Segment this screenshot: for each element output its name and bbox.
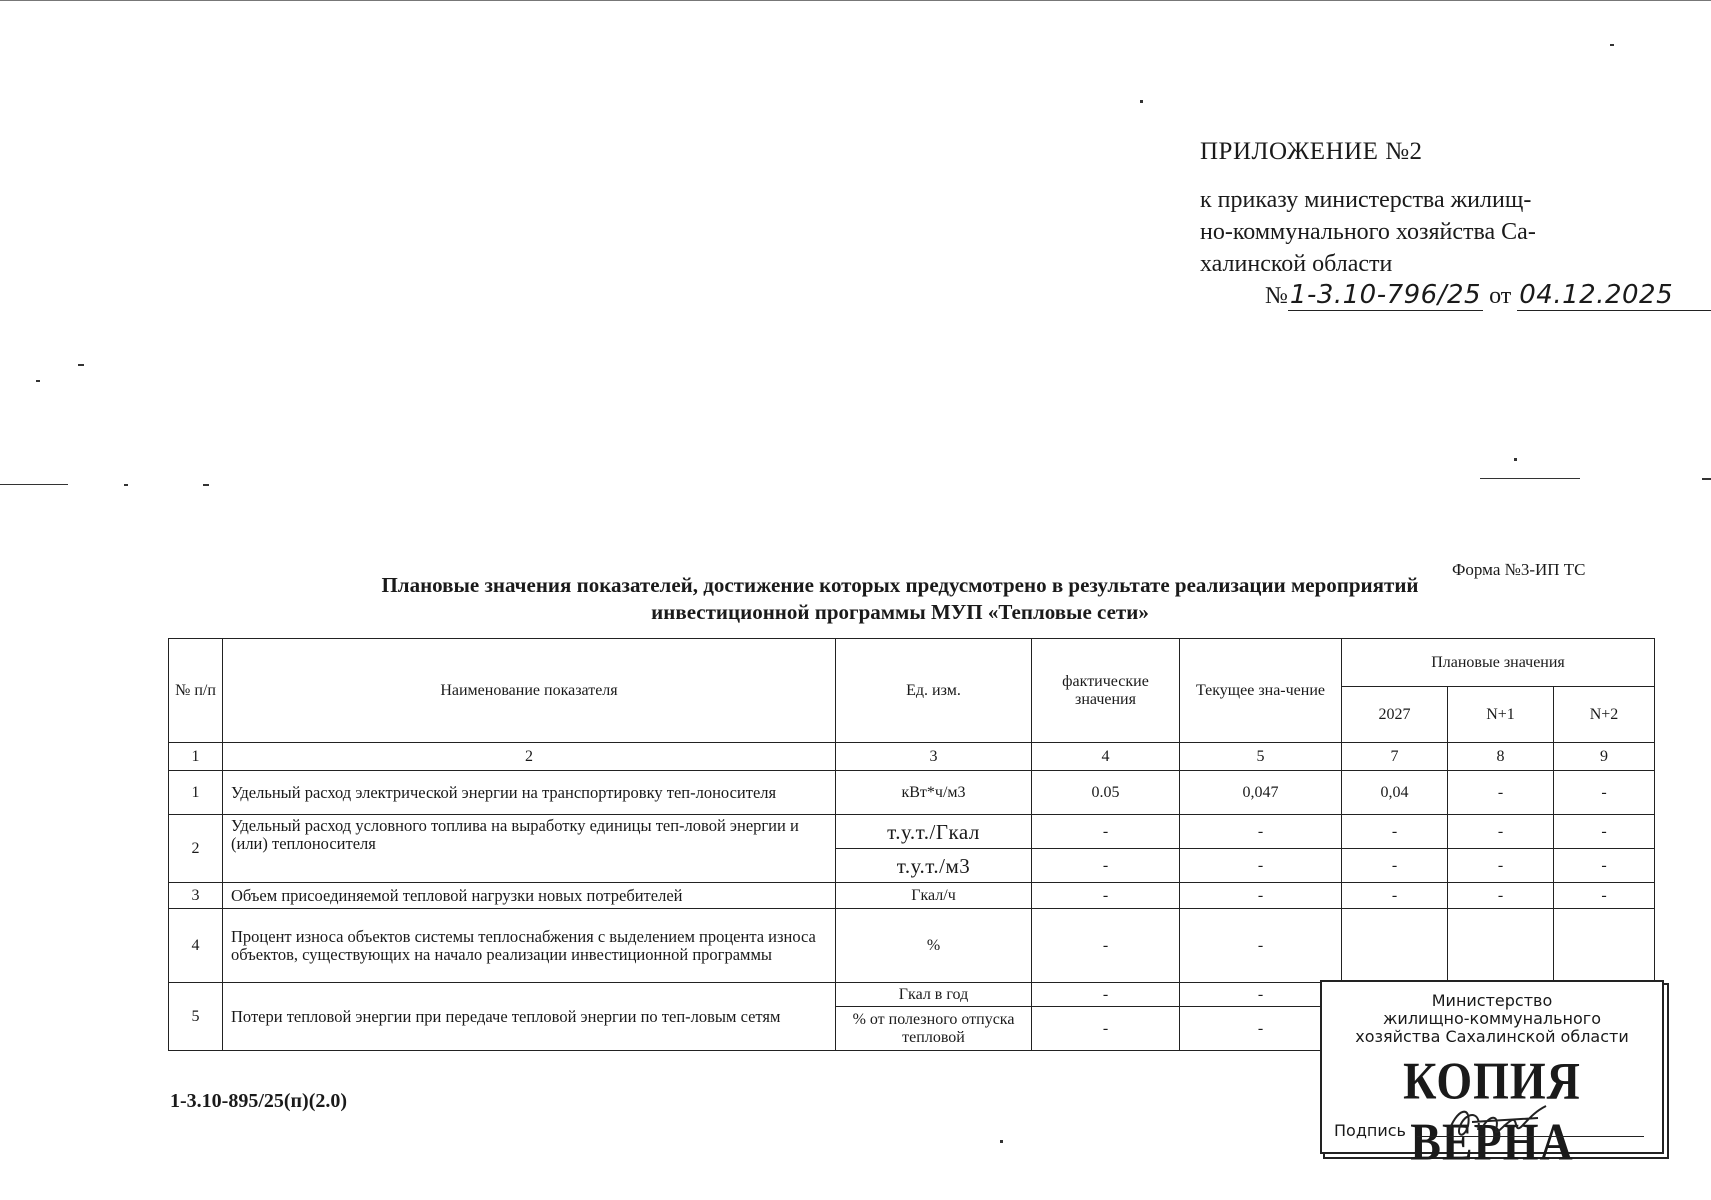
unit-cell: % от полезного отпуска тепловой	[836, 1007, 1032, 1051]
actual-value: -	[1032, 983, 1180, 1007]
appendix-line: но-коммунального хозяйства Са-	[1200, 219, 1536, 245]
header-row	[169, 639, 1655, 687]
unit-cell: Гкал в год	[836, 983, 1032, 1007]
actual-value: -	[1032, 909, 1180, 983]
plan-value: -	[1448, 883, 1554, 909]
document-code: 1-3.10-895/25(п)(2.0)	[170, 1090, 348, 1112]
plan-value: -	[1448, 771, 1554, 815]
actual-value: 0.05	[1032, 771, 1180, 815]
indicator-name: Удельный расход условного топлива на выработку единицы теп-ловой энергии и (или) теплоносителя	[223, 815, 836, 883]
actual-value: -	[1032, 1007, 1180, 1051]
appendix-line: халинской области	[1200, 251, 1393, 277]
plan-value: -	[1342, 849, 1448, 883]
scan-speck	[1140, 100, 1143, 103]
appendix-line: к приказу министерства жилищ-	[1200, 187, 1532, 213]
copy-certified-stamp	[1320, 980, 1664, 1171]
column-number: 5	[1180, 743, 1342, 771]
order-number: 1-3.10-796/25	[1289, 280, 1482, 310]
column-number: 8	[1448, 743, 1554, 771]
stamp-org	[1322, 992, 1662, 1046]
appendix-block	[1200, 138, 1640, 280]
row-number: 5	[169, 983, 223, 1051]
header-year: N+1	[1448, 687, 1554, 743]
current-value: -	[1180, 1007, 1342, 1051]
stamp-line: жилищно-коммунального	[1383, 1009, 1601, 1028]
header-current: Текущее зна-чение	[1180, 639, 1342, 743]
column-number: 4	[1032, 743, 1180, 771]
row-number: 4	[169, 909, 223, 983]
header-planned: Плановые значения	[1342, 639, 1655, 687]
current-value: -	[1180, 883, 1342, 909]
scan-speck	[78, 364, 84, 366]
header-actual: фактические значения	[1032, 639, 1180, 743]
indicator-name: Потери тепловой энергии при передаче тепловой энергии по теп-ловым сетям	[223, 983, 836, 1051]
order-date-prefix: от	[1489, 283, 1512, 309]
actual-value: -	[1032, 883, 1180, 909]
scan-speck	[124, 484, 128, 486]
unit-cell: %	[836, 909, 1032, 983]
current-value: -	[1180, 849, 1342, 883]
plan-value: -	[1342, 883, 1448, 909]
unit-cell: кВт*ч/м3	[836, 771, 1032, 815]
header-num: № п/п	[169, 639, 223, 743]
indicator-name: Удельный расход электрической энергии на транспортировку теп-лоносителя	[223, 771, 836, 815]
form-label: Форма №3-ИП ТС	[1452, 560, 1586, 579]
scan-top-edge	[0, 0, 1711, 1]
unit-cell: Гкал/ч	[836, 883, 1032, 909]
column-number: 2	[223, 743, 836, 771]
row-number: 3	[169, 883, 223, 909]
stamp-copy-true: КОПИЯ ВЕРНА	[1403, 1051, 1581, 1171]
scan-speck	[1480, 478, 1580, 479]
table-row	[169, 883, 1655, 909]
plan-value: -	[1554, 771, 1655, 815]
order-date: 04.12.2025	[1517, 280, 1711, 311]
plan-value: -	[1448, 849, 1554, 883]
plan-value	[1554, 909, 1655, 983]
indicator-name: Объем присоединяемой тепловой нагрузки новых потребителей	[223, 883, 836, 909]
scan-speck	[1000, 1140, 1003, 1143]
current-value: -	[1180, 983, 1342, 1007]
signature-icon	[1442, 1100, 1552, 1144]
table-row	[169, 815, 1655, 849]
scan-speck	[1610, 44, 1614, 46]
scan-speck	[36, 380, 40, 382]
column-number: 3	[836, 743, 1032, 771]
plan-value: 0,04	[1342, 771, 1448, 815]
header-name: Наименование показателя	[223, 639, 836, 743]
header-year: 2027	[1342, 687, 1448, 743]
scan-speck	[1702, 478, 1711, 480]
row-number: 1	[169, 771, 223, 815]
plan-value: -	[1554, 849, 1655, 883]
current-value: -	[1180, 909, 1342, 983]
scan-speck	[1514, 458, 1517, 461]
document-title-line: Плановые значения показателей, достижение которых предусмотрено в результате реализации мероприятий	[381, 573, 1419, 597]
plan-value: -	[1554, 883, 1655, 909]
indicator-name: Процент износа объектов системы теплоснабжения с выделением процента износа объектов, существующих на начало реализации инвестиционной программы	[223, 909, 836, 983]
unit-cell: т.у.т./м3	[836, 849, 1032, 883]
order-number-prefix: №	[1265, 283, 1288, 309]
column-number-row	[169, 743, 1655, 771]
actual-value: -	[1032, 849, 1180, 883]
row-number: 2	[169, 815, 223, 883]
current-value: 0,047	[1180, 771, 1342, 815]
plan-value: -	[1554, 815, 1655, 849]
unit-cell: т.у.т./Гкал	[836, 815, 1032, 849]
header-unit: Ед. изм.	[836, 639, 1032, 743]
table-row	[169, 909, 1655, 983]
table-row	[169, 771, 1655, 815]
column-number: 7	[1342, 743, 1448, 771]
column-number: 9	[1554, 743, 1655, 771]
column-number: 1	[169, 743, 223, 771]
document-title-line: инвестиционной программы МУП «Тепловые сети»	[651, 600, 1149, 624]
stamp-line: хозяйства Сахалинской области	[1355, 1027, 1629, 1046]
stamp-sign-label: Подпись	[1334, 1121, 1406, 1140]
plan-value: -	[1342, 815, 1448, 849]
appendix-title: ПРИЛОЖЕНИЕ №2	[1200, 138, 1423, 165]
scan-speck	[203, 484, 209, 486]
header-year: N+2	[1554, 687, 1655, 743]
current-value: -	[1180, 815, 1342, 849]
order-reference	[1265, 280, 1711, 311]
scan-speck	[0, 484, 68, 485]
plan-value	[1342, 909, 1448, 983]
plan-value: -	[1448, 815, 1554, 849]
stamp-line: Министерство	[1431, 991, 1553, 1010]
document-title	[250, 572, 1550, 626]
plan-value	[1448, 909, 1554, 983]
actual-value: -	[1032, 815, 1180, 849]
